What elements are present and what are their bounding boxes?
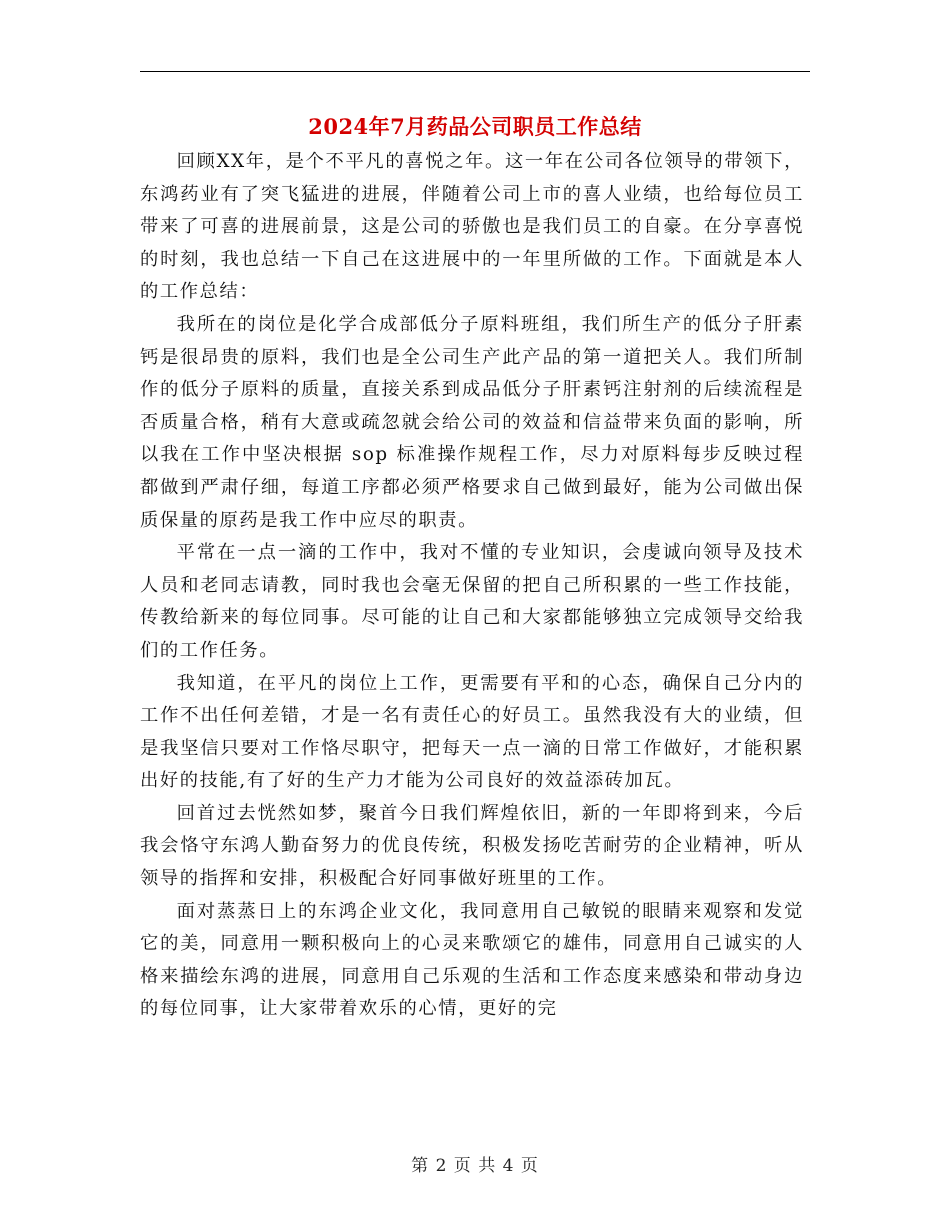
paragraph-6: 面对蒸蒸日上的东鸿企业文化，我同意用自己敏锐的眼睛来观察和发觉它的美，同意用一颗积极向上的心灵来歌颂它的雄伟，同意用自己诚实的人格来描绘东鸿的进展，同意用自己乐观的生活和工作态度来感染和带动身边的每位同事，让大家带着欢乐的心情，更好的完 bbox=[140, 900, 804, 1020]
paragraph-4: 我知道，在平凡的岗位上工作，更需要有平和的心态，确保自己分内的工作不出任何差错，才是一名有责任心的好员工。虽然我没有大的业绩，但是我坚信只要对工作恪尽职守，把每天一点一滴的日常工作做好，才能积累出好的技能,有了好的生产力才能为公司良好的效益添砖加瓦。 bbox=[140, 672, 804, 792]
page-number-footer: 第 2 页 共 4 页 bbox=[411, 1156, 539, 1176]
document-body bbox=[140, 146, 804, 1026]
document-title: 2024年7月药品公司职员工作总结 bbox=[308, 114, 642, 139]
header-rule bbox=[140, 71, 810, 72]
paragraph-2: 我所在的岗位是化学合成部低分子原料班组，我们所生产的低分子肝素钙是很昂贵的原料，我们也是全公司生产此产品的第一道把关人。我们所制作的低分子原料的质量，直接关系到成品低分子肝素钙注射剂的后续流程是否质量合格，稍有大意或疏忽就会给公司的效益和信益带来负面的影响，所以我在工作中坚决根据 sop 标准操作规程工作，尽力对原料每步反映过程都做到严肃仔细，每道工序都必须严格要求自己做到最好，能为公司做出保质保量的原药是我工作中应尽的职责。 bbox=[140, 313, 804, 531]
paragraph-3: 平常在一点一滴的工作中，我对不懂的专业知识，会虔诚向领导及技术人员和老同志请教，同时我也会毫无保留的把自己所积累的一些工作技能，传教给新来的每位同事。尽可能的让自己和大家都能够独立完成领导交给我们的工作任务。 bbox=[140, 542, 804, 661]
paragraph-1: 回顾XX年，是个不平凡的喜悦之年。这一年在公司各位领导的带领下，东鸿药业有了突飞猛进的进展，伴随着公司上市的喜人业绩，也给每位员工带来了可喜的进展前景，这是公司的骄傲也是我们员工的自豪。在分享喜悦的时刻，我也总结一下自己在这进展中的一年里所做的工作。下面就是本人的工作总结： bbox=[140, 151, 804, 303]
paragraph-5: 回首过去恍然如梦，聚首今日我们辉煌依旧，新的一年即将到来，今后我会恪守东鸿人勤奋努力的优良传统，积极发扬吃苦耐劳的企业精神，听从领导的指挥和安排，积极配合好同事做好班里的工作。 bbox=[140, 802, 804, 890]
